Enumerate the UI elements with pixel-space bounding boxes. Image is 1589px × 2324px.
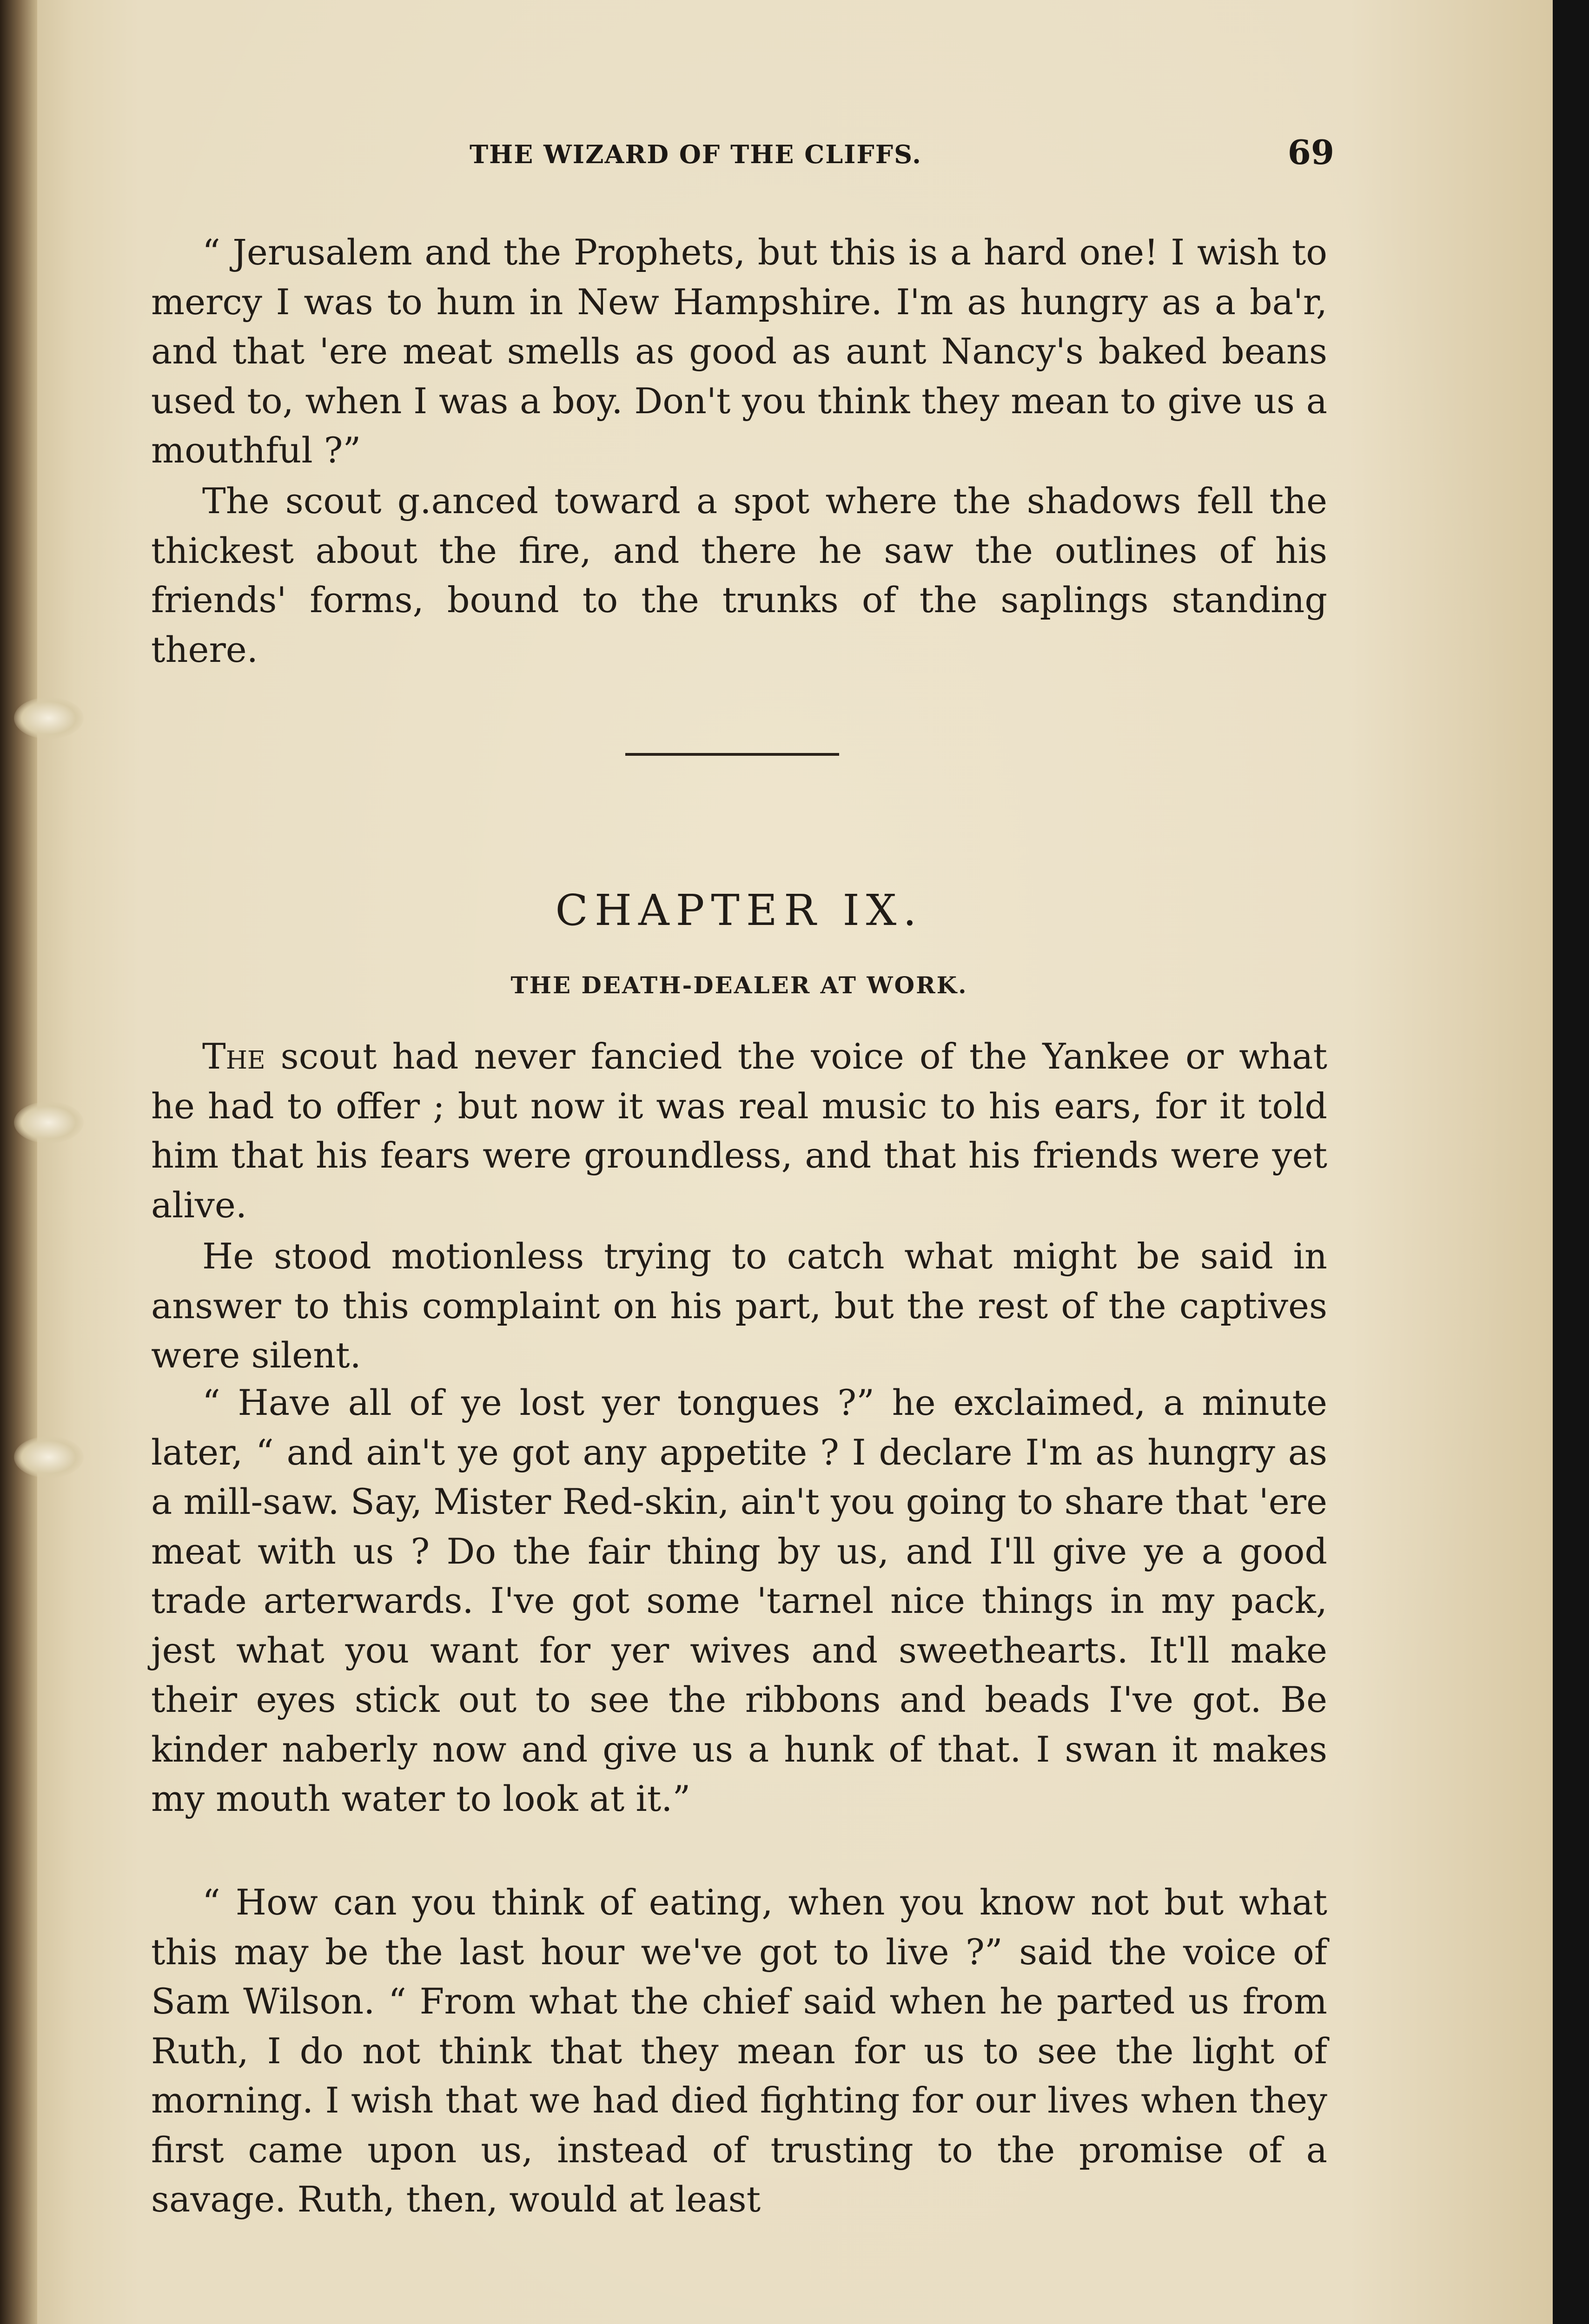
binding-stitch: [14, 1436, 84, 1478]
running-header: THE WIZARD OF THE CLIFFS.: [470, 139, 922, 169]
opening-word: The: [202, 1036, 265, 1077]
section-divider: [625, 753, 839, 756]
chapter-subtitle: THE DEATH-DEALER AT WORK.: [510, 971, 968, 999]
paragraph: He stood motionless trying to catch what might be said in answer to this complaint on his part, but the rest of the captives were silent.: [151, 1235, 1327, 1376]
paragraph: “ Jerusalem and the Prophets, but this is a hard one! I wish to mercy I was to hum in New Hampshire. I'm as hungry as a ba'r, and that 'ere meat smells as good as aunt Nancy's baked beans used to, when I was a boy. Don't you think they mean to give us a mouthful ?”: [151, 231, 1327, 471]
chapter-title: CHAPTER IX.: [555, 885, 923, 935]
binding-stitch: [14, 1102, 84, 1143]
paragraph: The scout g.anced toward a spot where the shadows fell the thickest about the fire, and there he saw the outlines of his friends' forms, bound to the trunks of the saplings standing there.: [151, 480, 1327, 670]
paragraph: [151, 1032, 1327, 1230]
binding-gutter: [0, 0, 37, 2324]
paragraph: “ How can you think of eating, when you know not but what this may be the last hour we've got to live ?” said the voice of Sam Wilson. “ From what the chief said when he parted us from Ruth, I do not think that they mean for us to see the light of morning. I wish that we had died fighting for our lives when they first came upon us, instead of trusting to the promise of a savage. Ruth, then, would at least: [151, 1882, 1327, 2220]
paragraph: “ Have all of ye lost yer tongues ?” he exclaimed, a minute later, “ and ain't ye got any appetite ? I declare I'm as hungry as a mill-saw. Say, Mister Red-skin, ain't you going to share that 'ere meat with us ? Do the fair thing by us, and I'll give ye a good trade arterwards. I've got some 'tarnel nice things in my pack, jest what you want for yer wives and sweethearts. It'll make their eyes stick out to see the ribbons and beads I've got. Be kinder naberly now and give us a hunk of that. I swan it makes my mouth water to look at it.”: [151, 1382, 1327, 1819]
binding-stitch: [14, 697, 84, 739]
paragraph-text: scout had never fancied the voice of the Yankee or what he had to offer ; but now it was real music to his ears, for it told him that his fears were groundless, and that his friends were yet alive.: [151, 1036, 1327, 1226]
page-number: 69: [1287, 132, 1334, 172]
